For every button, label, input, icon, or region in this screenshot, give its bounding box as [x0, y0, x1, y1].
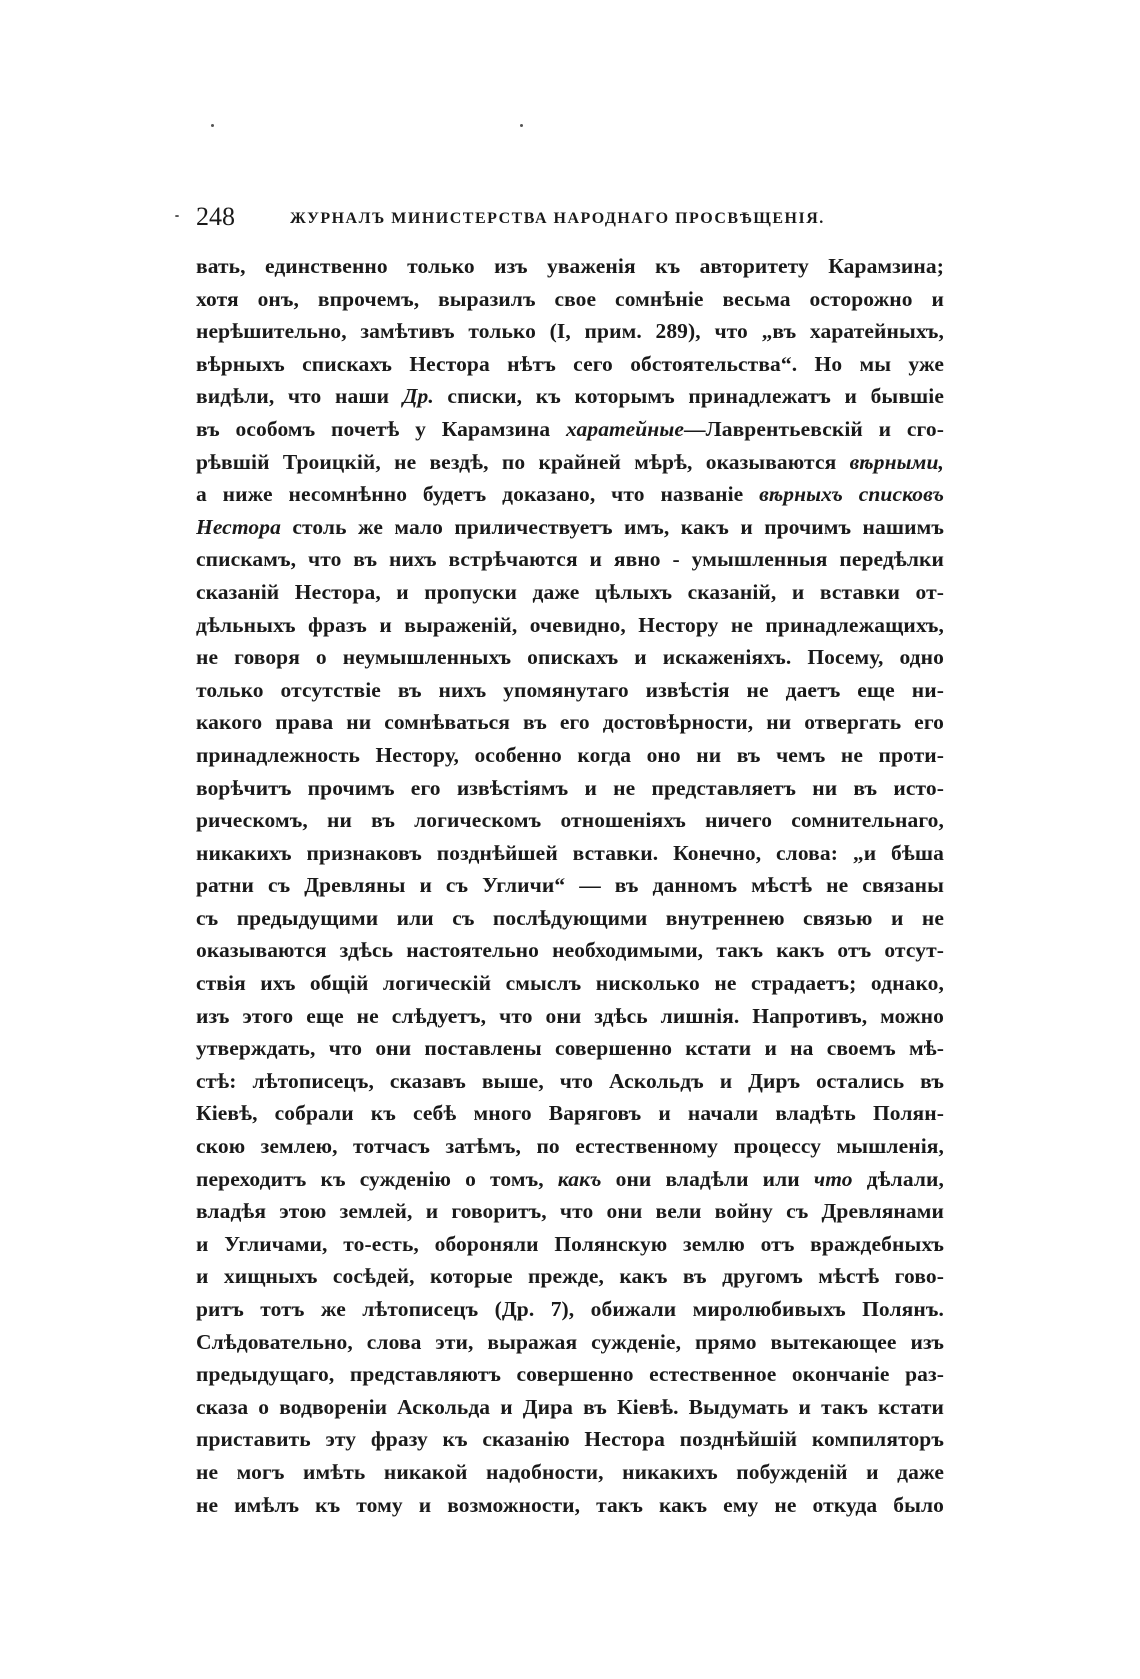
text-segment: никакихъ признаковъ позднѣйшей вставки. Конечно, слова: „и бѣша: [196, 840, 944, 865]
italic-text: вѣрныхъ списковъ: [759, 482, 944, 507]
text-line: [196, 967, 944, 1000]
text-segment: скою землею, тотчасъ затѣмъ, по естественному процессу мышленія,: [196, 1134, 944, 1159]
text-line: [196, 772, 944, 805]
text-segment: рическомъ, ни въ логическомъ отношеніяхъ ничего сомнительнаго,: [196, 808, 944, 833]
text-line: [196, 674, 944, 707]
text-segment: стѣ: лѣтописецъ, сказавъ выше, что Аскольдъ и Диръ остались въ: [196, 1068, 944, 1093]
text-line: [196, 934, 944, 967]
text-segment: только отсутствіе въ нихъ упомянутаго извѣстія не даетъ еще ни-: [196, 677, 944, 702]
italic-text: вѣрными,: [849, 449, 944, 474]
text-line: [196, 804, 944, 837]
italic-text: Др.: [402, 384, 434, 409]
text-line: [196, 283, 944, 316]
text-segment: и хищныхъ сосѣдей, которые прежде, какъ въ другомъ мѣстѣ гово-: [196, 1264, 944, 1289]
text-segment: сказа о водвореніи Аскольда и Дира въ Кіевѣ. Выдумать и такъ кстати: [196, 1394, 944, 1419]
text-segment: а ниже несомнѣнно будетъ доказано, что названіе: [196, 482, 760, 507]
text-line: [196, 1423, 944, 1456]
text-line: [196, 837, 944, 870]
text-segment: въ особомъ почетѣ у Карамзина: [196, 416, 566, 441]
text-line: [196, 1260, 944, 1293]
text-segment: предыдущаго, представляютъ совершенно естественное окончаніе раз-: [196, 1362, 944, 1387]
text-line: [196, 609, 944, 642]
text-segment: ратни съ Древляны и съ Угличи“ — въ данномъ мѣстѣ не связаны: [196, 873, 944, 898]
text-segment: рѣвшій Троицкій, не вездѣ, по крайней мѣрѣ, оказываются: [196, 449, 850, 474]
text-segment: съ предыдущими или съ послѣдующими внутреннею связью и не: [196, 905, 944, 930]
text-segment: ворѣчитъ прочимъ его извѣстіямъ и не представляетъ ни въ исто-: [196, 775, 944, 800]
text-line: [196, 1032, 944, 1065]
page-header: [196, 202, 944, 234]
text-line: [196, 641, 944, 674]
italic-text: что: [813, 1166, 853, 1191]
text-segment: они владѣли или: [601, 1166, 814, 1191]
text-line: [196, 1228, 944, 1261]
text-segment: утверждать, что они поставлены совершенно кстати и на своемъ мѣ-: [196, 1036, 944, 1061]
text-segment: сказаній Нестора, и пропуски даже цѣлыхъ сказаній, и вставки от-: [196, 579, 944, 604]
text-line: [196, 1326, 944, 1359]
text-line: [196, 1456, 944, 1489]
text-line: [196, 1358, 944, 1391]
page-number: 248: [196, 202, 235, 231]
text-segment: не имѣлъ къ тому и возможности, такъ какъ ему не откуда было: [196, 1492, 944, 1517]
text-line: [196, 348, 944, 381]
text-line: [196, 478, 944, 511]
text-segment: дѣльныхъ фразъ и выраженій, очевидно, Нестору не принадлежащихъ,: [196, 612, 944, 637]
text-segment: —Лаврентьевскій и сго-: [684, 416, 944, 441]
text-line: [196, 1130, 944, 1163]
text-segment: Кіевѣ, собрали къ себѣ много Варяговъ и начали владѣть Полян-: [196, 1101, 944, 1126]
text-segment: видѣли, что наши: [196, 384, 403, 409]
text-segment: Слѣдовательно, слова эти, выражая сужденіе, прямо вытекающее изъ: [196, 1329, 944, 1354]
text-segment: владѣя этою землей, и говоритъ, что они вели войну съ Древлянами: [196, 1199, 944, 1224]
text-segment: ритъ тотъ же лѣтописецъ (Др. 7), обижали миролюбивыхъ Полянъ.: [196, 1297, 944, 1321]
scan-speck: [175, 215, 179, 217]
text-segment: приставить эту фразу къ сказанію Нестора позднѣйшій компиляторъ: [196, 1427, 944, 1452]
text-line: [196, 1293, 944, 1326]
italic-text: Нестора: [196, 514, 281, 539]
text-segment: спискамъ, что въ нихъ встрѣчаются и явно - умышленныя передѣлки: [196, 547, 944, 572]
text-segment: принадлежность Нестору, особенно когда оно ни въ чемъ не проти-: [196, 742, 944, 767]
text-line: [196, 413, 944, 446]
text-line: [196, 1163, 944, 1196]
text-segment: списки, къ которымъ принадлежатъ и бывшіе: [433, 384, 944, 409]
text-line: [196, 1000, 944, 1033]
text-line: [196, 869, 944, 902]
text-line: [196, 315, 944, 348]
text-segment: какого права ни сомнѣваться въ его достовѣрности, ни отвергать его: [196, 710, 944, 735]
text-line: [196, 380, 944, 413]
scan-speck: [520, 124, 523, 127]
text-line: [196, 1391, 944, 1424]
scan-speck: [211, 124, 214, 127]
text-segment: ствія ихъ общій логическій смыслъ нисколько не страдаетъ; однако,: [196, 971, 944, 996]
text-segment: вѣрныхъ спискахъ Нестора нѣтъ сего обстоятельства“. Но мы уже: [196, 351, 944, 376]
text-segment: нерѣшительно, замѣтивъ только (I, прим. 289), что „въ харатейныхъ,: [196, 319, 944, 344]
text-line: [196, 543, 944, 576]
text-line: [196, 1489, 944, 1522]
text-segment: вать, единственно только изъ уваженія къ авторитету Карамзина;: [196, 254, 944, 278]
text-segment: не говоря о неумышленныхъ опискахъ и искаженіяхъ. Посему, одно: [196, 645, 944, 670]
text-line: [196, 511, 944, 544]
text-line: [196, 739, 944, 772]
text-segment: и Угличами, то-есть, обороняли Полянскую землю отъ враждебныхъ: [196, 1231, 944, 1256]
text-segment: изъ этого еще не слѣдуетъ, что они здѣсь лишнія. Напротивъ, можно: [196, 1003, 944, 1028]
italic-text: какъ: [557, 1166, 602, 1191]
text-segment: оказываются здѣсь настоятельно необходимыми, такъ какъ отъ отсут-: [196, 938, 944, 963]
text-segment: не могъ имѣть никакой надобности, никакихъ побужденій и даже: [196, 1459, 944, 1484]
text-line: [196, 1065, 944, 1098]
text-line: [196, 1195, 944, 1228]
text-segment: переходитъ къ сужденію о томъ,: [196, 1166, 558, 1191]
text-segment: хотя онъ, впрочемъ, выразилъ свое сомнѣніе весьма осторожно и: [196, 286, 944, 311]
body-text: [196, 250, 944, 1521]
text-line: [196, 446, 944, 479]
text-segment: дѣлали,: [852, 1166, 944, 1191]
text-segment: столь же мало приличествуетъ имъ, какъ и прочимъ нашимъ: [280, 514, 944, 539]
text-line: [196, 576, 944, 609]
text-line: [196, 902, 944, 935]
text-line: [196, 1097, 944, 1130]
running-title: ЖУРНАЛЪ МИНИСТЕРСТВА НАРОДНАГО ПРОСВѢЩЕНІЯ.: [290, 210, 825, 227]
text-line: [196, 706, 944, 739]
text-line: [196, 250, 944, 283]
italic-text: харатейные: [565, 416, 684, 441]
